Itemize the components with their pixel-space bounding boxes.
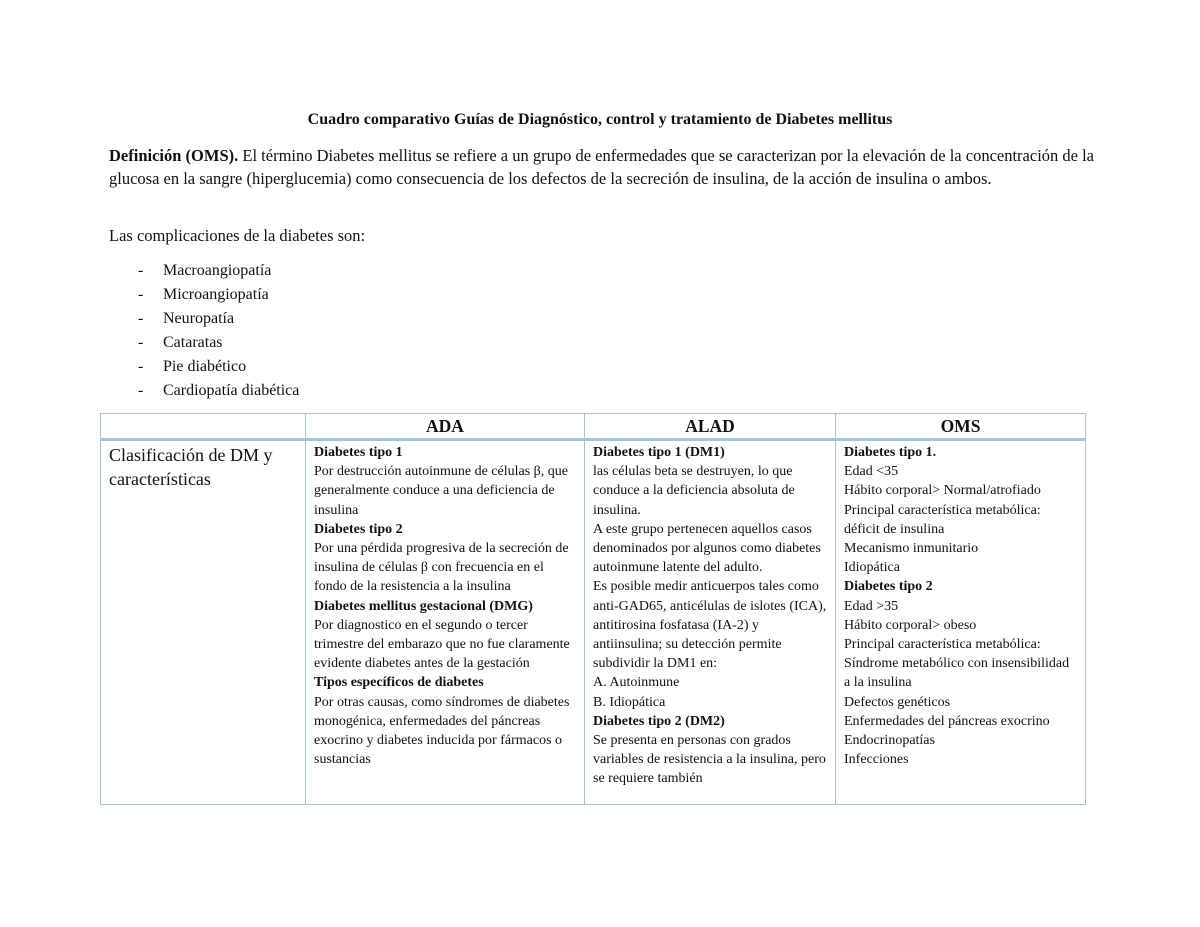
list-dash: - [138,286,144,303]
document-title: Cuadro comparativo Guías de Diagnóstico, control y tratamiento de Diabetes mellitus [307,111,893,128]
comparison-table [100,413,1086,805]
cell-text: Por diagnostico en el segundo o tercer trimestre del embarazo que no fue claramente evidente diabetes antes de la gestación [314,617,570,672]
complications-list [109,259,299,403]
cell-text: Hábito corporal> obeso [844,617,977,633]
definition-label: Definición (OMS). [109,146,239,165]
ada-cell [306,440,585,805]
list-dash: - [138,382,144,399]
cell-text: Hábito corporal> Normal/atrofiado [844,483,1041,499]
cell-text: Endocrinopatías [844,733,935,749]
cell-text: Principal característica metabólica: déficit de insulina [844,502,1041,537]
row-label: Clasificación de DM y características [101,440,306,805]
cell-text: Es posible medir anticuerpos tales como anti-GAD65, anticélulas de islotes (ICA), antitirosina fosfatasa (IA-2) y antiinsulina; su detección permite subdividir la DM1 en: [593,579,827,672]
cell-text: B. Idiopática [593,694,666,710]
header-oms: OMS [836,414,1086,440]
cell-text: A este grupo pertenecen aquellos casos denominados por algunos como diabetes autoinmune latente del adulto. [593,521,821,576]
cell-heading: Diabetes tipo 1 [314,445,403,460]
oms-cell [836,440,1086,805]
complications-intro: Las complicaciones de la diabetes son: [109,226,366,245]
cell-heading: Diabetes tipo 2 (DM2) [593,713,725,729]
cell-text: Edad >35 [844,598,899,614]
header-ada: ADA [306,414,585,440]
header-alad: ALAD [585,414,836,440]
list-dash: - [138,310,144,327]
cell-text: Por una pérdida progresiva de la secreción de insulina de células β con frecuencia en el fondo de la resistencia a la insulina [314,541,569,595]
cell-text: Defectos genéticos [844,694,951,710]
cell-text: Idiopática [844,560,900,576]
cell-heading: Diabetes tipo 2 [314,521,403,537]
cell-text: Enfermedades del páncreas exocrino [844,713,1050,729]
cell-text: Infecciones [844,752,909,768]
list-item: - Cataratas [109,331,299,355]
cell-heading: Diabetes tipo 1. [844,445,937,460]
list-dash: - [138,262,144,279]
cell-heading: Diabetes mellitus gestacional (DMG) [314,598,533,614]
cell-text: Edad <35 [844,464,899,480]
list-item: - Microangiopatía [109,283,299,307]
cell-text: Principal característica metabólica: Síndrome metabólico con insensibilidad a la insulina [844,637,1070,691]
list-dash: - [138,334,144,351]
list-item: - Macroangiopatía [109,259,299,283]
header-empty [101,414,306,440]
cell-heading: Diabetes tipo 1 (DM1) [593,445,725,460]
table-header-row [101,414,1086,440]
cell-heading: Diabetes tipo 2 [844,579,933,595]
alad-cell [585,440,836,805]
list-item: - Pie diabético [109,355,299,379]
cell-text: Mecanismo inmunitario [844,541,979,557]
cell-heading: Tipos específicos de diabetes [314,675,484,691]
list-dash: - [138,358,144,375]
definition-text: El término Diabetes mellitus se refiere a un grupo de enfermedades que se caracterizan por la elevación de la concentración de la glucosa en la sangre (hiperglucemia) como consecuencia de los defectos de la secreción de insulina, de la acción de insulina o ambos. [109,146,1095,188]
cell-text: Se presenta en personas con grados variables de resistencia a la insulina, pero se requiere también [593,733,826,787]
definition-paragraph [109,144,1099,190]
cell-text: las células beta se destruyen, lo que conduce a la deficiencia absoluta de insulina. [593,464,795,518]
table-row [101,440,1086,805]
cell-text: Por otras causas, como síndromes de diabetes monogénica, enfermedades del páncreas exocrino y diabetes inducida por fármacos o sustancias [314,694,570,768]
list-item: - Cardiopatía diabética [109,379,299,403]
cell-text: Por destrucción autoinmune de células β, que generalmente conduce a una deficiencia de insulina [314,464,568,518]
list-item: - Neuropatía [109,307,299,331]
cell-text: A. Autoinmune [593,675,680,691]
